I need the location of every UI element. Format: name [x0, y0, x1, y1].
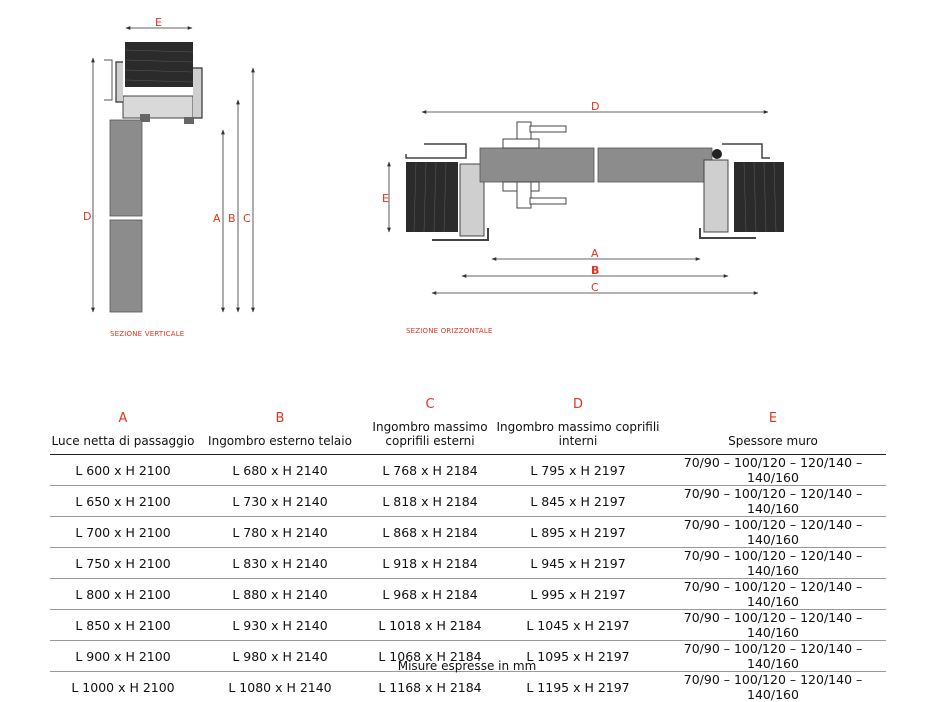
- horizontal-frame-right: [704, 160, 728, 232]
- cell-d: L 1195 x H 2197: [496, 672, 660, 702]
- cell-d: L 845 x H 2197: [496, 486, 660, 517]
- table-row: [50, 548, 886, 579]
- cell-d: L 895 x H 2197: [496, 517, 660, 548]
- header-col-b: [196, 398, 364, 455]
- table-row: [50, 486, 886, 517]
- header-col-d: [496, 398, 660, 455]
- horizontal-casing-left-top: [406, 144, 466, 158]
- cell-b: L 680 x H 2140: [196, 455, 364, 486]
- header-letter-a: A: [50, 412, 196, 426]
- cell-a: L 900 x H 2100: [50, 641, 196, 672]
- cell-a: L 750 x H 2100: [50, 548, 196, 579]
- horizontal-casing-right-top: [722, 144, 770, 158]
- cell-c: L 1018 x H 2184: [364, 610, 496, 641]
- hinge: [712, 149, 722, 159]
- horizontal-wall-left: [406, 162, 458, 232]
- horizontal-label-b: B: [591, 264, 599, 277]
- cell-b: L 830 x H 2140: [196, 548, 364, 579]
- cell-c: L 768 x H 2184: [364, 455, 496, 486]
- table-row: [50, 610, 886, 641]
- cell-e: 70/90 – 100/120 – 120/140 – 140/160: [660, 486, 886, 517]
- header-letter-c: C: [364, 398, 496, 412]
- header-col-c: [364, 398, 496, 455]
- table-row: [50, 455, 886, 486]
- header-title-a: Luce netta di passaggio: [52, 434, 195, 448]
- header-col-a: [50, 398, 196, 455]
- horizontal-label-c: C: [591, 281, 599, 294]
- header-title-e: Spessore muro: [728, 434, 818, 448]
- vertical-section-caption: SEZIONE VERTICALE: [110, 330, 184, 338]
- vertical-casing-outer: [193, 68, 202, 118]
- vertical-label-c: C: [243, 212, 251, 225]
- cell-b: L 980 x H 2140: [196, 641, 364, 672]
- header-title-d: Ingombro massimo coprifili interni: [496, 420, 659, 448]
- header-letter-e: E: [660, 412, 886, 426]
- vertical-label-e: E: [155, 16, 162, 29]
- header-title-b: Ingombro esterno telaio: [208, 434, 352, 448]
- cell-e: 70/90 – 100/120 – 120/140 – 140/160: [660, 548, 886, 579]
- horizontal-door-leaf-left: [480, 148, 594, 182]
- cell-a: L 600 x H 2100: [50, 455, 196, 486]
- vertical-stop: [184, 117, 194, 124]
- cell-d: L 945 x H 2197: [496, 548, 660, 579]
- cell-c: L 918 x H 2184: [364, 548, 496, 579]
- horizontal-label-d: D: [591, 100, 599, 113]
- cell-e: 70/90 – 100/120 – 120/140 – 140/160: [660, 672, 886, 702]
- horizontal-section: [389, 112, 784, 293]
- cell-c: L 968 x H 2184: [364, 579, 496, 610]
- units-footnote: Misure espresse in mm: [0, 659, 934, 673]
- vertical-label-a: A: [213, 212, 221, 225]
- cell-d: L 795 x H 2197: [496, 455, 660, 486]
- cell-d: L 1095 x H 2197: [496, 641, 660, 672]
- horizontal-section-caption: SEZIONE ORIZZONTALE: [406, 327, 493, 335]
- cell-b: L 880 x H 2140: [196, 579, 364, 610]
- cell-e: 70/90 – 100/120 – 120/140 – 140/160: [660, 455, 886, 486]
- horizontal-door-leaf-right: [598, 148, 712, 182]
- cell-a: L 1000 x H 2100: [50, 672, 196, 702]
- table-header-row: [50, 398, 886, 455]
- vertical-frame: [123, 96, 193, 118]
- cell-c: L 1068 x H 2184: [364, 641, 496, 672]
- cell-e: 70/90 – 100/120 – 120/140 – 140/160: [660, 579, 886, 610]
- vertical-trim: [104, 60, 112, 100]
- cell-d: L 1045 x H 2197: [496, 610, 660, 641]
- cell-b: L 930 x H 2140: [196, 610, 364, 641]
- vertical-label-d: D: [83, 210, 91, 223]
- dimensions-table: [50, 398, 886, 702]
- cell-c: L 868 x H 2184: [364, 517, 496, 548]
- header-title-c: Ingombro massimo coprifili esterni: [372, 420, 487, 448]
- cell-b: L 730 x H 2140: [196, 486, 364, 517]
- cell-e: 70/90 – 100/120 – 120/140 – 140/160: [660, 517, 886, 548]
- cell-c: L 818 x H 2184: [364, 486, 496, 517]
- header-letter-b: B: [196, 412, 364, 426]
- table-row: [50, 672, 886, 702]
- vertical-section: [93, 28, 253, 312]
- vertical-label-b: B: [228, 212, 236, 225]
- horizontal-label-a: A: [591, 247, 599, 260]
- cell-e: 70/90 – 100/120 – 120/140 – 140/160: [660, 641, 886, 672]
- vertical-casing-inner: [116, 62, 123, 102]
- cell-e: 70/90 – 100/120 – 120/140 – 140/160: [660, 610, 886, 641]
- cell-a: L 700 x H 2100: [50, 517, 196, 548]
- cell-a: L 650 x H 2100: [50, 486, 196, 517]
- cell-c: L 1168 x H 2184: [364, 672, 496, 702]
- vertical-door-leaf-bottom: [110, 220, 142, 312]
- table-row: [50, 517, 886, 548]
- cell-b: L 780 x H 2140: [196, 517, 364, 548]
- table-row: [50, 579, 886, 610]
- vertical-door-leaf-top: [110, 120, 142, 216]
- horizontal-wall-right: [734, 162, 784, 232]
- cell-b: L 1080 x H 2140: [196, 672, 364, 702]
- cell-a: L 800 x H 2100: [50, 579, 196, 610]
- horizontal-label-e: E: [382, 192, 389, 205]
- header-letter-d: D: [496, 398, 660, 412]
- header-col-e: [660, 398, 886, 455]
- cell-d: L 995 x H 2197: [496, 579, 660, 610]
- cell-a: L 850 x H 2100: [50, 610, 196, 641]
